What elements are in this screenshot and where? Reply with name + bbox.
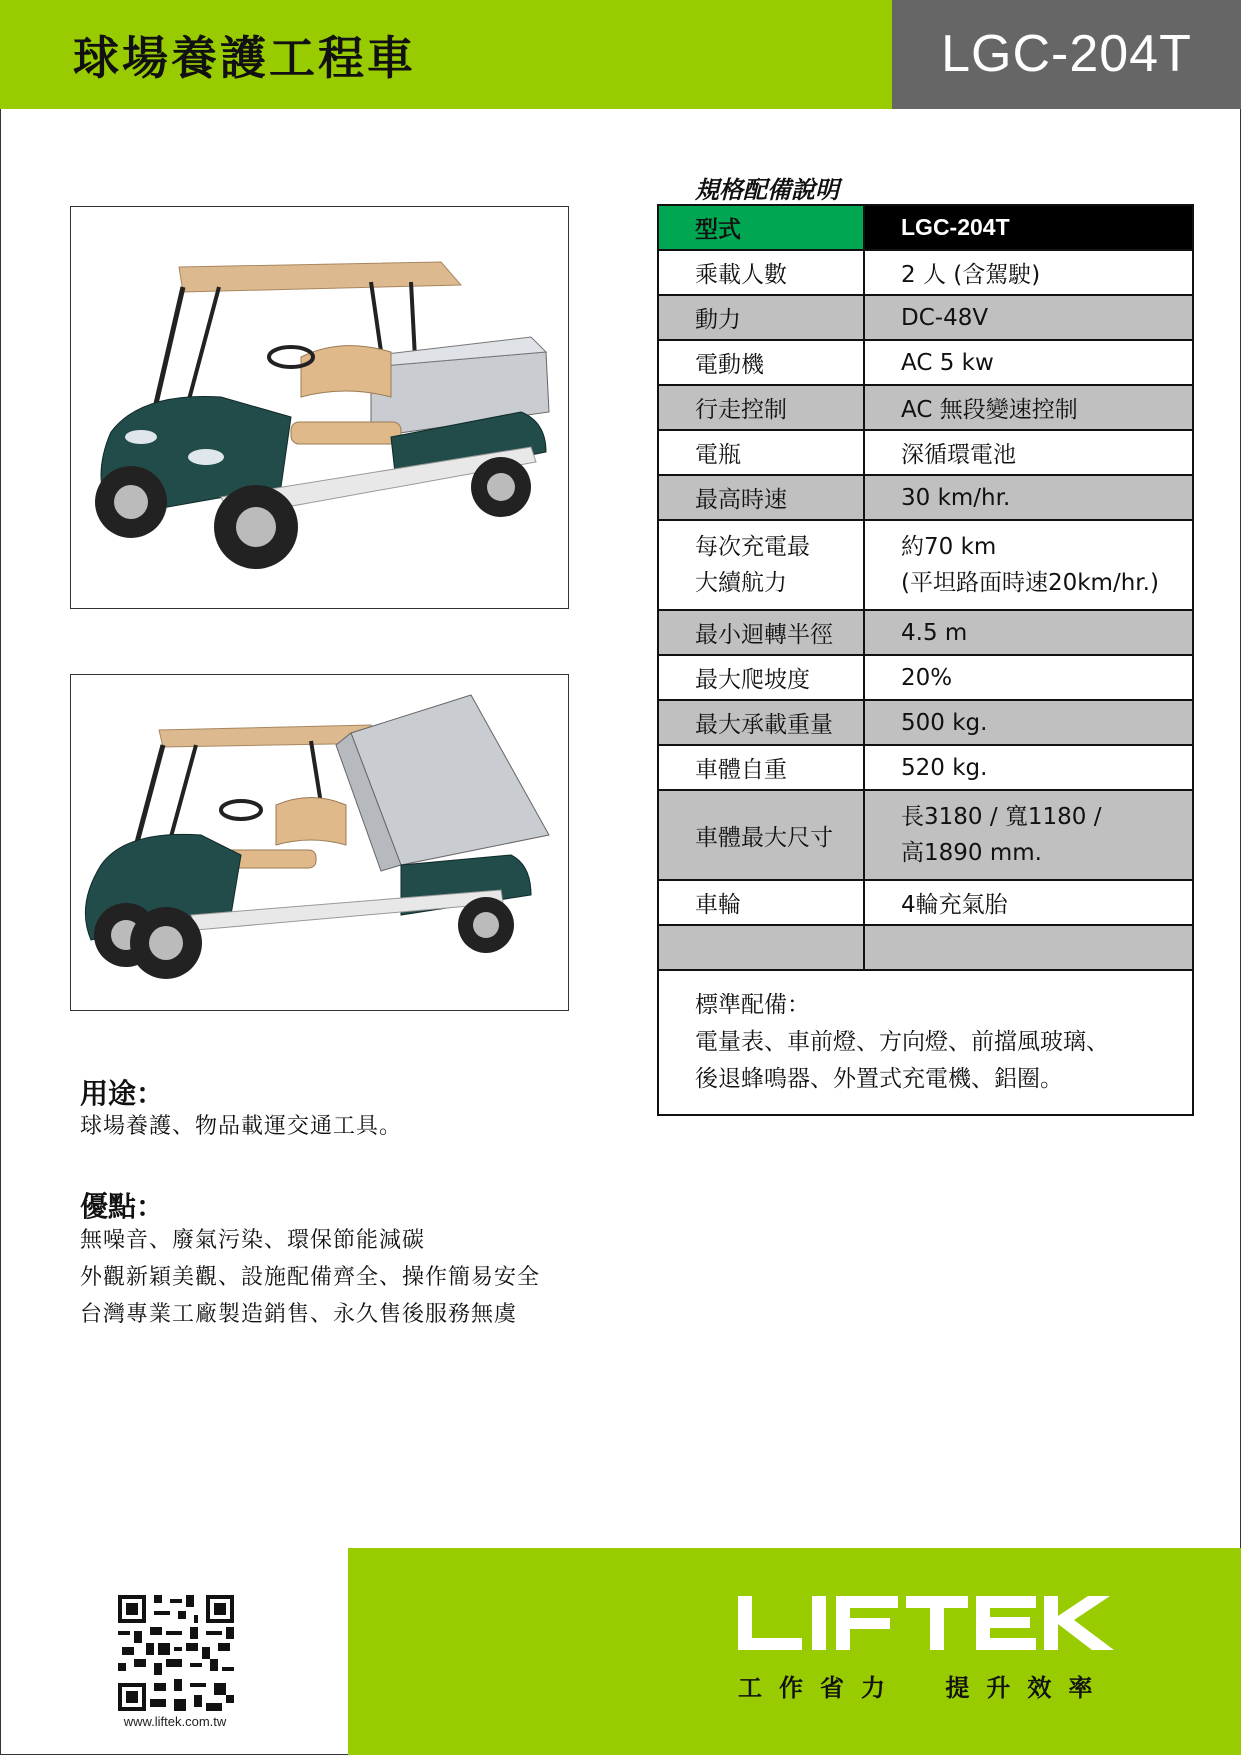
spec-value: AC 無段變速控制 <box>864 385 1193 430</box>
spec-key: 最大爬坡度 <box>658 655 864 700</box>
utility-cart-dump-illustration <box>71 675 568 1010</box>
model-number: LGC-204T <box>941 25 1192 83</box>
standard-equipment-line: 後退蜂鳴器、外置式充電機、鋁圈。 <box>695 1066 1063 1092</box>
vehicle-photo-dumping <box>70 674 569 1011</box>
spec-key-empty <box>658 925 864 970</box>
spec-row <box>658 430 1193 475</box>
spec-value: LGC-204T <box>864 205 1193 250</box>
spec-row <box>658 745 1193 790</box>
standard-equipment-title: 標準配備： <box>695 992 810 1018</box>
spec-value: 20% <box>864 655 1193 700</box>
spec-row <box>658 295 1193 340</box>
header-model-band <box>892 0 1241 109</box>
spec-key: 電動機 <box>658 340 864 385</box>
spec-key: 電瓶 <box>658 430 864 475</box>
page-title: 球場養護工程車 <box>73 31 416 85</box>
website-url: www.liftek.com.tw <box>123 1714 227 1729</box>
spec-value-line: (平坦路面時速20km/hr.) <box>901 570 1159 596</box>
spec-key: 車體最大尺寸 <box>658 790 864 880</box>
spec-key: 最大承載重量 <box>658 700 864 745</box>
spec-value-line: 長3180 / 寬1180 / <box>901 804 1102 830</box>
standard-equipment <box>658 970 1193 1115</box>
spec-row <box>658 790 1193 880</box>
spec-row <box>658 475 1193 520</box>
spec-key: 行走控制 <box>658 385 864 430</box>
spec-value <box>864 790 1193 880</box>
spec-key: 動力 <box>658 295 864 340</box>
spec-value: 4.5 m <box>864 610 1193 655</box>
usage-text: 球場養護、物品載運交通工具。 <box>80 1114 403 1139</box>
spec-value: 30 km/hr. <box>864 475 1193 520</box>
spec-key <box>658 520 864 610</box>
spec-value-empty <box>864 925 1193 970</box>
spec-row <box>658 700 1193 745</box>
spec-key-line: 每次充電最 <box>695 534 810 560</box>
utility-cart-illustration <box>71 207 568 608</box>
spec-key: 乘載人數 <box>658 250 864 295</box>
spec-key: 車體自重 <box>658 745 864 790</box>
spec-value-line: 約70 km <box>901 534 997 560</box>
usage-heading: 用途： <box>80 1077 165 1110</box>
spec-row <box>658 610 1193 655</box>
spec-value: 2 人 (含駕駛) <box>864 250 1193 295</box>
qr-code-icon <box>118 1595 234 1711</box>
spec-value: DC-48V <box>864 295 1193 340</box>
header-title-band <box>0 0 892 109</box>
spec-row-standard <box>658 970 1193 1115</box>
spec-value: 520 kg. <box>864 745 1193 790</box>
spec-key-line: 大續航力 <box>695 570 787 596</box>
advantage-item: 無噪音、廢氣污染、環保節能減碳 <box>80 1228 426 1253</box>
spec-row-model <box>658 205 1193 250</box>
spec-key: 最高時速 <box>658 475 864 520</box>
spec-value: AC 5 kw <box>864 340 1193 385</box>
spec-row-empty <box>658 925 1193 970</box>
spec-row <box>658 520 1193 610</box>
liftek-logo <box>728 1590 1128 1654</box>
spec-key: 車輪 <box>658 880 864 925</box>
advantage-item: 台灣專業工廠製造銷售、永久售後服務無虞 <box>80 1302 518 1327</box>
advantages-heading: 優點： <box>80 1190 165 1223</box>
spec-row <box>658 880 1193 925</box>
advantages-list <box>80 1222 540 1333</box>
spec-value-line: 高1890 mm. <box>901 840 1042 866</box>
spec-row <box>658 340 1193 385</box>
spec-key: 型式 <box>658 205 864 250</box>
spec-value: 4輪充氣胎 <box>864 880 1193 925</box>
spec-value: 深循環電池 <box>864 430 1193 475</box>
spec-row <box>658 250 1193 295</box>
spec-row <box>658 385 1193 430</box>
spec-value <box>864 520 1193 610</box>
spec-table <box>657 204 1194 1116</box>
standard-equipment-line: 電量表、車前燈、方向燈、前擋風玻璃、 <box>695 1029 1109 1055</box>
brand-slogan: 工作省力 提升效率 <box>738 1674 1110 1702</box>
spec-key: 最小迴轉半徑 <box>658 610 864 655</box>
vehicle-photo-closed <box>70 206 569 609</box>
advantage-item: 外觀新穎美觀、設施配備齊全、操作簡易安全 <box>80 1265 541 1290</box>
spec-row <box>658 655 1193 700</box>
spec-value: 500 kg. <box>864 700 1193 745</box>
spec-caption: 規格配備說明 <box>695 176 839 204</box>
